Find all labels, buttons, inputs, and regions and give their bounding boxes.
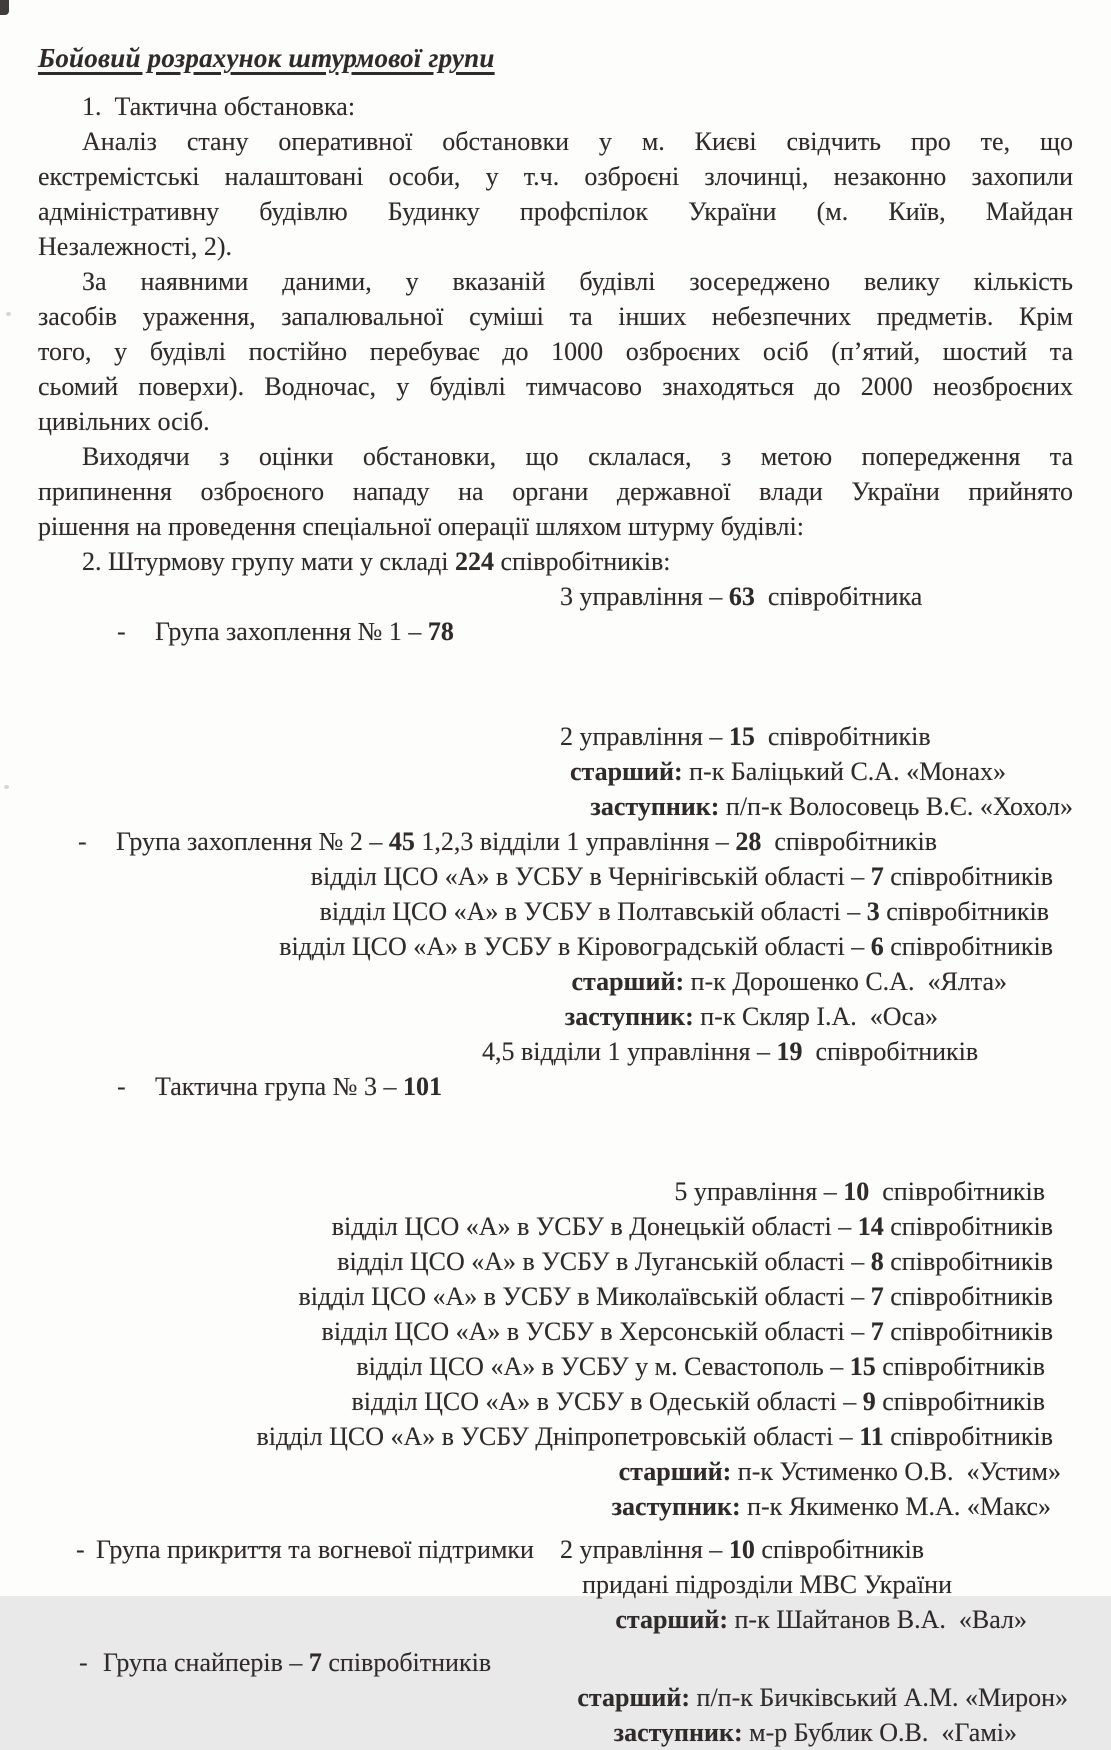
senior-name: п-к Устименко О.В. «Устим» <box>731 1457 1061 1486</box>
paragraph-line: Незалежності, 2). <box>38 232 232 261</box>
paragraph-line: рішення на проведення спеціальної операції шляхом штурму будівлі: <box>38 512 804 541</box>
senior-label: старший: <box>618 1457 732 1486</box>
group-5-name: Група снайперів – 7 співробітників <box>103 1648 492 1677</box>
group-3-unit: відділ ЦСО «А» в УСБУ Дніпропетровській області – 11 співробітників <box>256 1422 1053 1451</box>
group-3-unit: відділ ЦСО «А» в УСБУ в Луганській області – 8 співробітників <box>337 1247 1053 1276</box>
senior-name: п-к Дорошенко С.А. «Ялта» <box>684 967 1007 996</box>
group-3-unit: відділ ЦСО «А» в УСБУ в Херсонській області – 7 співробітників <box>321 1317 1053 1346</box>
group-3-unit: відділ ЦСО «А» в УСБУ в Одеській області – 9 співробітників <box>351 1387 1045 1416</box>
deputy-name: п-к Скляр І.А. «Оса» <box>693 1002 938 1031</box>
list-dash: - <box>117 617 126 646</box>
senior-label: старший: <box>569 757 683 786</box>
paragraph-line: цивільних осіб. <box>38 407 210 436</box>
group-1-count: 78 <box>427 617 454 646</box>
senior-name: п-к Баліцький С.А. «Монах» <box>682 757 1006 786</box>
group-tactical-3 <box>38 1034 1073 1524</box>
group-cover-fire-support <box>38 1532 1073 1637</box>
group-3-title-row <box>38 1034 1073 1174</box>
group-5-count: 7 <box>308 1648 322 1677</box>
list-dash: - <box>78 827 87 856</box>
group-2-unit: відділ ЦСО «А» в УСБУ в Полтавській області – 3 співробітників <box>319 897 1049 926</box>
document-title: Бойовий розрахунок штурмової групи <box>38 43 495 73</box>
deputy-label: заступник: <box>613 1718 743 1747</box>
deputy-label: заступник: <box>564 1002 694 1031</box>
group-2-deputy <box>38 999 1073 1034</box>
list-dash: - <box>79 1648 88 1677</box>
group-2-unit: відділ ЦСО «А» в УСБУ в Кіровоградській області – 6 співробітників <box>279 932 1053 961</box>
senior-label: старший: <box>615 1605 728 1634</box>
group-3-count: 101 <box>402 1072 442 1101</box>
group-5-senior <box>38 1680 1073 1715</box>
group-2-senior <box>38 964 1073 999</box>
group-5-deputy <box>38 1715 1073 1750</box>
group-4-name: Група прикриття та вогневої підтримки <box>96 1535 534 1564</box>
group-capture-1 <box>38 579 1073 824</box>
group-3-unit: 5 управління – 10 співробітників <box>674 1177 1045 1206</box>
group-1-deputy <box>38 789 1073 824</box>
scan-speck <box>6 312 11 316</box>
senior-label: старший: <box>577 1683 691 1712</box>
group-1-unit-1: 3 управління – 63 співробітника <box>560 582 923 611</box>
group-4-count: 10 <box>728 1535 755 1564</box>
group-2-name: Група захоплення № 2 – 45 1,2,3 відділи 1 управління – 28 співробітників <box>116 827 938 856</box>
deputy-name: п/п-к Волосовець В.Є. «Хохол» <box>719 792 1073 821</box>
paragraph-1 <box>38 124 1073 264</box>
group-capture-2 <box>38 824 1073 1034</box>
deputy-name: м-р Бублик О.В. «Гамі» <box>742 1718 1017 1747</box>
paragraph-line: За наявними даними, у вказаній будівлі зосереджено велику кількість <box>82 267 1073 296</box>
group-3-unit: відділ ЦСО «А» в УСБУ в Донецькій області – 14 співробітників <box>331 1212 1053 1241</box>
group-3-unit: відділ ЦСО «А» в УСБУ у м. Севастополь – 15 співробітників <box>356 1352 1045 1381</box>
paragraph-line: Виходячи з оцінки обстановки, що склалася, з метою попередження та <box>82 442 1073 471</box>
group-2-unit: відділ ЦСО «А» в УСБУ в Чернігівській області – 7 співробітників <box>310 862 1053 891</box>
paragraph-line: Аналіз стану оперативної обстановки у м. Києві свідчить про те, що <box>82 127 1073 156</box>
scan-speck <box>4 785 9 789</box>
paragraph-line: того, у будівлі постійно перебуває до 1000 озброєних осіб (п’ятий, шостий та <box>38 337 1073 366</box>
section-1-heading: 1. Тактична обстановка: <box>82 92 356 121</box>
group-3-deputy <box>38 1489 1073 1524</box>
group-3-name: Тактична група № 3 – 101 <box>155 1072 442 1101</box>
group-2-count: 45 <box>388 827 415 856</box>
group-snipers <box>38 1645 1073 1750</box>
group-5-title-row <box>38 1645 1073 1680</box>
paragraph-line: сьомий поверхи). Водночас, у будівлі тимчасово знаходяться до 2000 неозброєних <box>38 372 1073 401</box>
group-4-senior <box>38 1602 1073 1637</box>
group-2-title-row <box>38 824 1073 859</box>
scan-artifact <box>0 0 9 15</box>
group-3-senior <box>38 1454 1073 1489</box>
paragraph-line: екстремістські налаштовані особи, у т.ч. озброєні злочинці, незаконно захопили <box>38 162 1073 191</box>
senior-label: старший: <box>571 967 685 996</box>
paragraph-line: адміністративну будівлю Будинку профспілок України (м. Київ, Майдан <box>38 197 1073 226</box>
deputy-name: п-к Якименко М.А. «Макс» <box>740 1492 1051 1521</box>
total-staff-count: 224 <box>455 547 494 576</box>
list-dash: - <box>76 1535 85 1564</box>
group-1-name: Група захоплення № 1 – 78 <box>155 617 454 646</box>
group-4-title-row: - Група прикриття та вогневої підтримки 2 управління – 10 співробітників <box>38 1532 1073 1567</box>
section-2-heading: 2. Штурмову групу мати у складі 224 співробітників: <box>82 547 671 576</box>
deputy-label: заступник: <box>611 1492 741 1521</box>
group-3-unit: відділ ЦСО «А» в УСБУ в Миколаївській області – 7 співробітників <box>298 1282 1053 1311</box>
group-1-title-row <box>38 579 1073 719</box>
group-4-attached-units: придані підрозділи МВС України <box>582 1570 952 1599</box>
paragraph-2 <box>38 264 1073 439</box>
paragraph-line: засобів ураження, запалювальної суміші та інших небезпечних предметів. Крім <box>38 302 1073 331</box>
deputy-label: заступник: <box>590 792 720 821</box>
paragraph-3 <box>38 439 1073 544</box>
list-dash: - <box>117 1072 126 1101</box>
paragraph-line: припинення озброєного нападу на органи державної влади України прийнято <box>38 477 1073 506</box>
senior-name: п-к Шайтанов В.А. «Вал» <box>728 1605 1027 1634</box>
group-1-unit-2: 2 управління – 15 співробітників <box>560 722 931 751</box>
senior-name: п/п-к Бичківський А.М. «Мирон» <box>690 1683 1068 1712</box>
group-3-unit-1: 4,5 відділи 1 управління – 19 співробітників <box>482 1037 979 1066</box>
group-1-senior <box>38 754 1073 789</box>
